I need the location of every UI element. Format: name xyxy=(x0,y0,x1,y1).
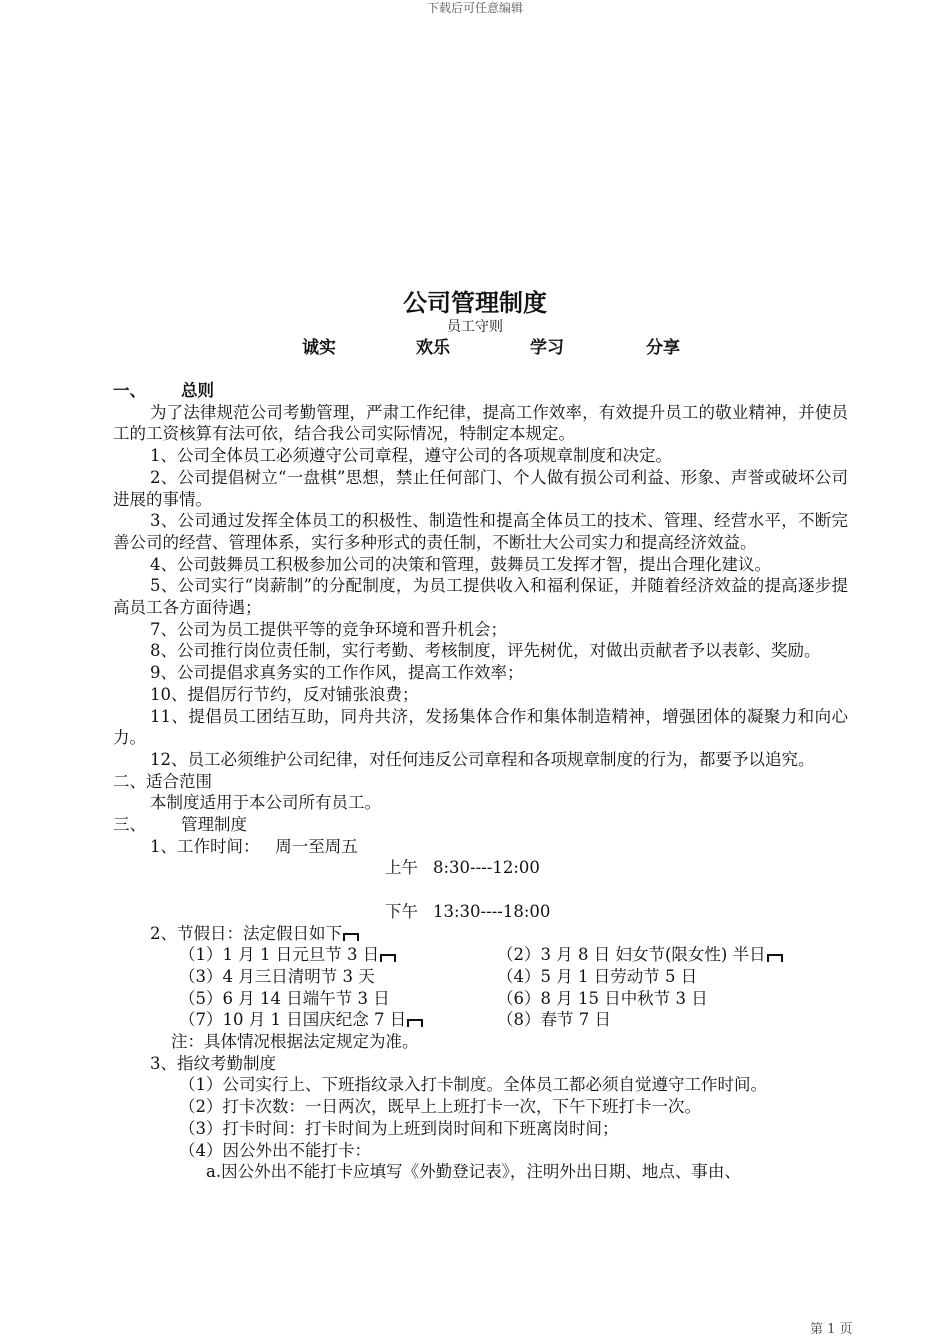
rule-item: 1、公司全体员工必须遵守公司章程，遵守公司的各项规章制度和决定。 xyxy=(150,446,672,466)
fingerprint-item: （1）公司实行上、下班指纹录入打卡制度。全体员工都必须自觉遵守工作时间。 xyxy=(179,1075,767,1095)
rule-item: 9、公司提倡求真务实的工作作风，提高工作效率； xyxy=(150,663,524,683)
page-title: 公司管理制度 xyxy=(403,289,547,317)
page-subtitle: 员工守则 xyxy=(447,319,503,335)
rule-item: 7、公司为员工提供平等的竞争环境和晋升机会； xyxy=(150,619,507,639)
format-mark-icon xyxy=(407,1019,423,1027)
document-body xyxy=(113,380,848,1183)
fingerprint-subitem: a.因公外出不能打卡应填写《外勤登记表》，注明外出日期、地点、事由、 xyxy=(206,1162,741,1182)
page-number: 第 1 页 xyxy=(810,1322,853,1337)
holiday-row: （7）10 月 1 日国庆纪念 7 日 （8）春节 7 日 xyxy=(179,1010,611,1030)
motto-sharing: 分享 xyxy=(646,338,680,358)
section-heading-general: 一、 总则 xyxy=(113,381,214,400)
rule-item: 3、公司通过发挥全体员工的积极性、制造性和提高全体员工的技术、管理、经营水平，不断完善公司的经营、管理体系，实行多种形式的责任制，不断壮大公司实力和提高经济效益。 xyxy=(113,511,848,552)
header-note: 下载后可任意编辑 xyxy=(426,1,523,15)
rule-item: 11、提倡员工团结互助，同舟共济，发扬集体合作和集体制造精神，增强团体的凝聚力和向心力。 xyxy=(113,706,848,748)
worktime-morning: 上午 8:30----12:00 xyxy=(385,858,540,878)
holiday-row: （3）4 月三日清明节 3 天 （4）5 月 1 日劳动节 5 日 xyxy=(179,966,698,986)
section-heading-scope: 二、适合范围 xyxy=(113,771,212,791)
worktime-afternoon: 下午 13:30----18:00 xyxy=(385,901,551,921)
rule-item: 4、公司鼓舞员工积极参加公司的决策和管理，鼓舞员工发挥才智，提出合理化建议。 xyxy=(150,554,771,574)
fingerprint-item: （3）打卡时间：打卡时间为上班到岗时间和下班离岗时间； xyxy=(179,1118,619,1138)
scope-text: 本制度适用于本公司所有员工。 xyxy=(150,793,381,813)
motto-joy: 欢乐 xyxy=(416,338,450,358)
holiday-heading: 2、节假日：法定假日如下 xyxy=(113,923,848,945)
section-heading-management: 三、 管理制度 xyxy=(113,815,247,835)
worktime-line: 1、工作时间： 周一至周五 xyxy=(150,836,358,856)
format-mark-icon xyxy=(767,954,783,962)
holiday-note: 注：具体情况根据法定规定为准。 xyxy=(171,1032,419,1052)
rule-item: 2、公司提倡树立“一盘棋”思想，禁止任何部门、个人做有损公司利益、形象、声誉或破坏公司进展的事情。 xyxy=(113,467,848,509)
rule-item: 10、提倡厉行节约，反对铺张浪费； xyxy=(150,684,419,704)
format-mark-icon xyxy=(380,954,396,962)
rule-item: 8、公司推行岗位责任制，实行考勤、考核制度，评先树优，对做出贡献者予以表彰、奖励。 xyxy=(150,641,821,661)
rule-item: 12、员工必须维护公司纪律，对任何违反公司章程和各项规章制度的行为，都要予以追究。 xyxy=(150,749,815,769)
motto-honesty: 诚实 xyxy=(302,338,336,358)
holiday-row: （5）6 月 14 日端午节 3 日 （6）8 月 15 日中秋节 3 日 xyxy=(179,988,708,1008)
holiday-row: （1）1 月 1 日元旦节 3 日 （2）3 月 8 日 妇女节(限女性) 半日 xyxy=(113,944,848,966)
intro-paragraph: 为了法律规范公司考勤管理，严肃工作纪律，提高工作效率，有效提升员工的敬业精神，并使员工的工资核算有法可依，结合我公司实际情况，特制定本规定。 xyxy=(113,402,848,444)
motto-row xyxy=(0,337,950,361)
rule-item: 5、公司实行“岗薪制”的分配制度，为员工提供收入和福利保证，并随着经济效益的提高逐步提高员工各方面待遇； xyxy=(113,576,848,618)
format-mark-icon xyxy=(343,933,359,941)
fingerprint-item: （2）打卡次数：一日两次，既早上上班打卡一次，下午下班打卡一次。 xyxy=(179,1097,701,1117)
fingerprint-heading: 3、指纹考勤制度 xyxy=(150,1053,276,1073)
motto-learning: 学习 xyxy=(530,338,564,358)
fingerprint-item: （4）因公外出不能打卡： xyxy=(179,1140,371,1160)
